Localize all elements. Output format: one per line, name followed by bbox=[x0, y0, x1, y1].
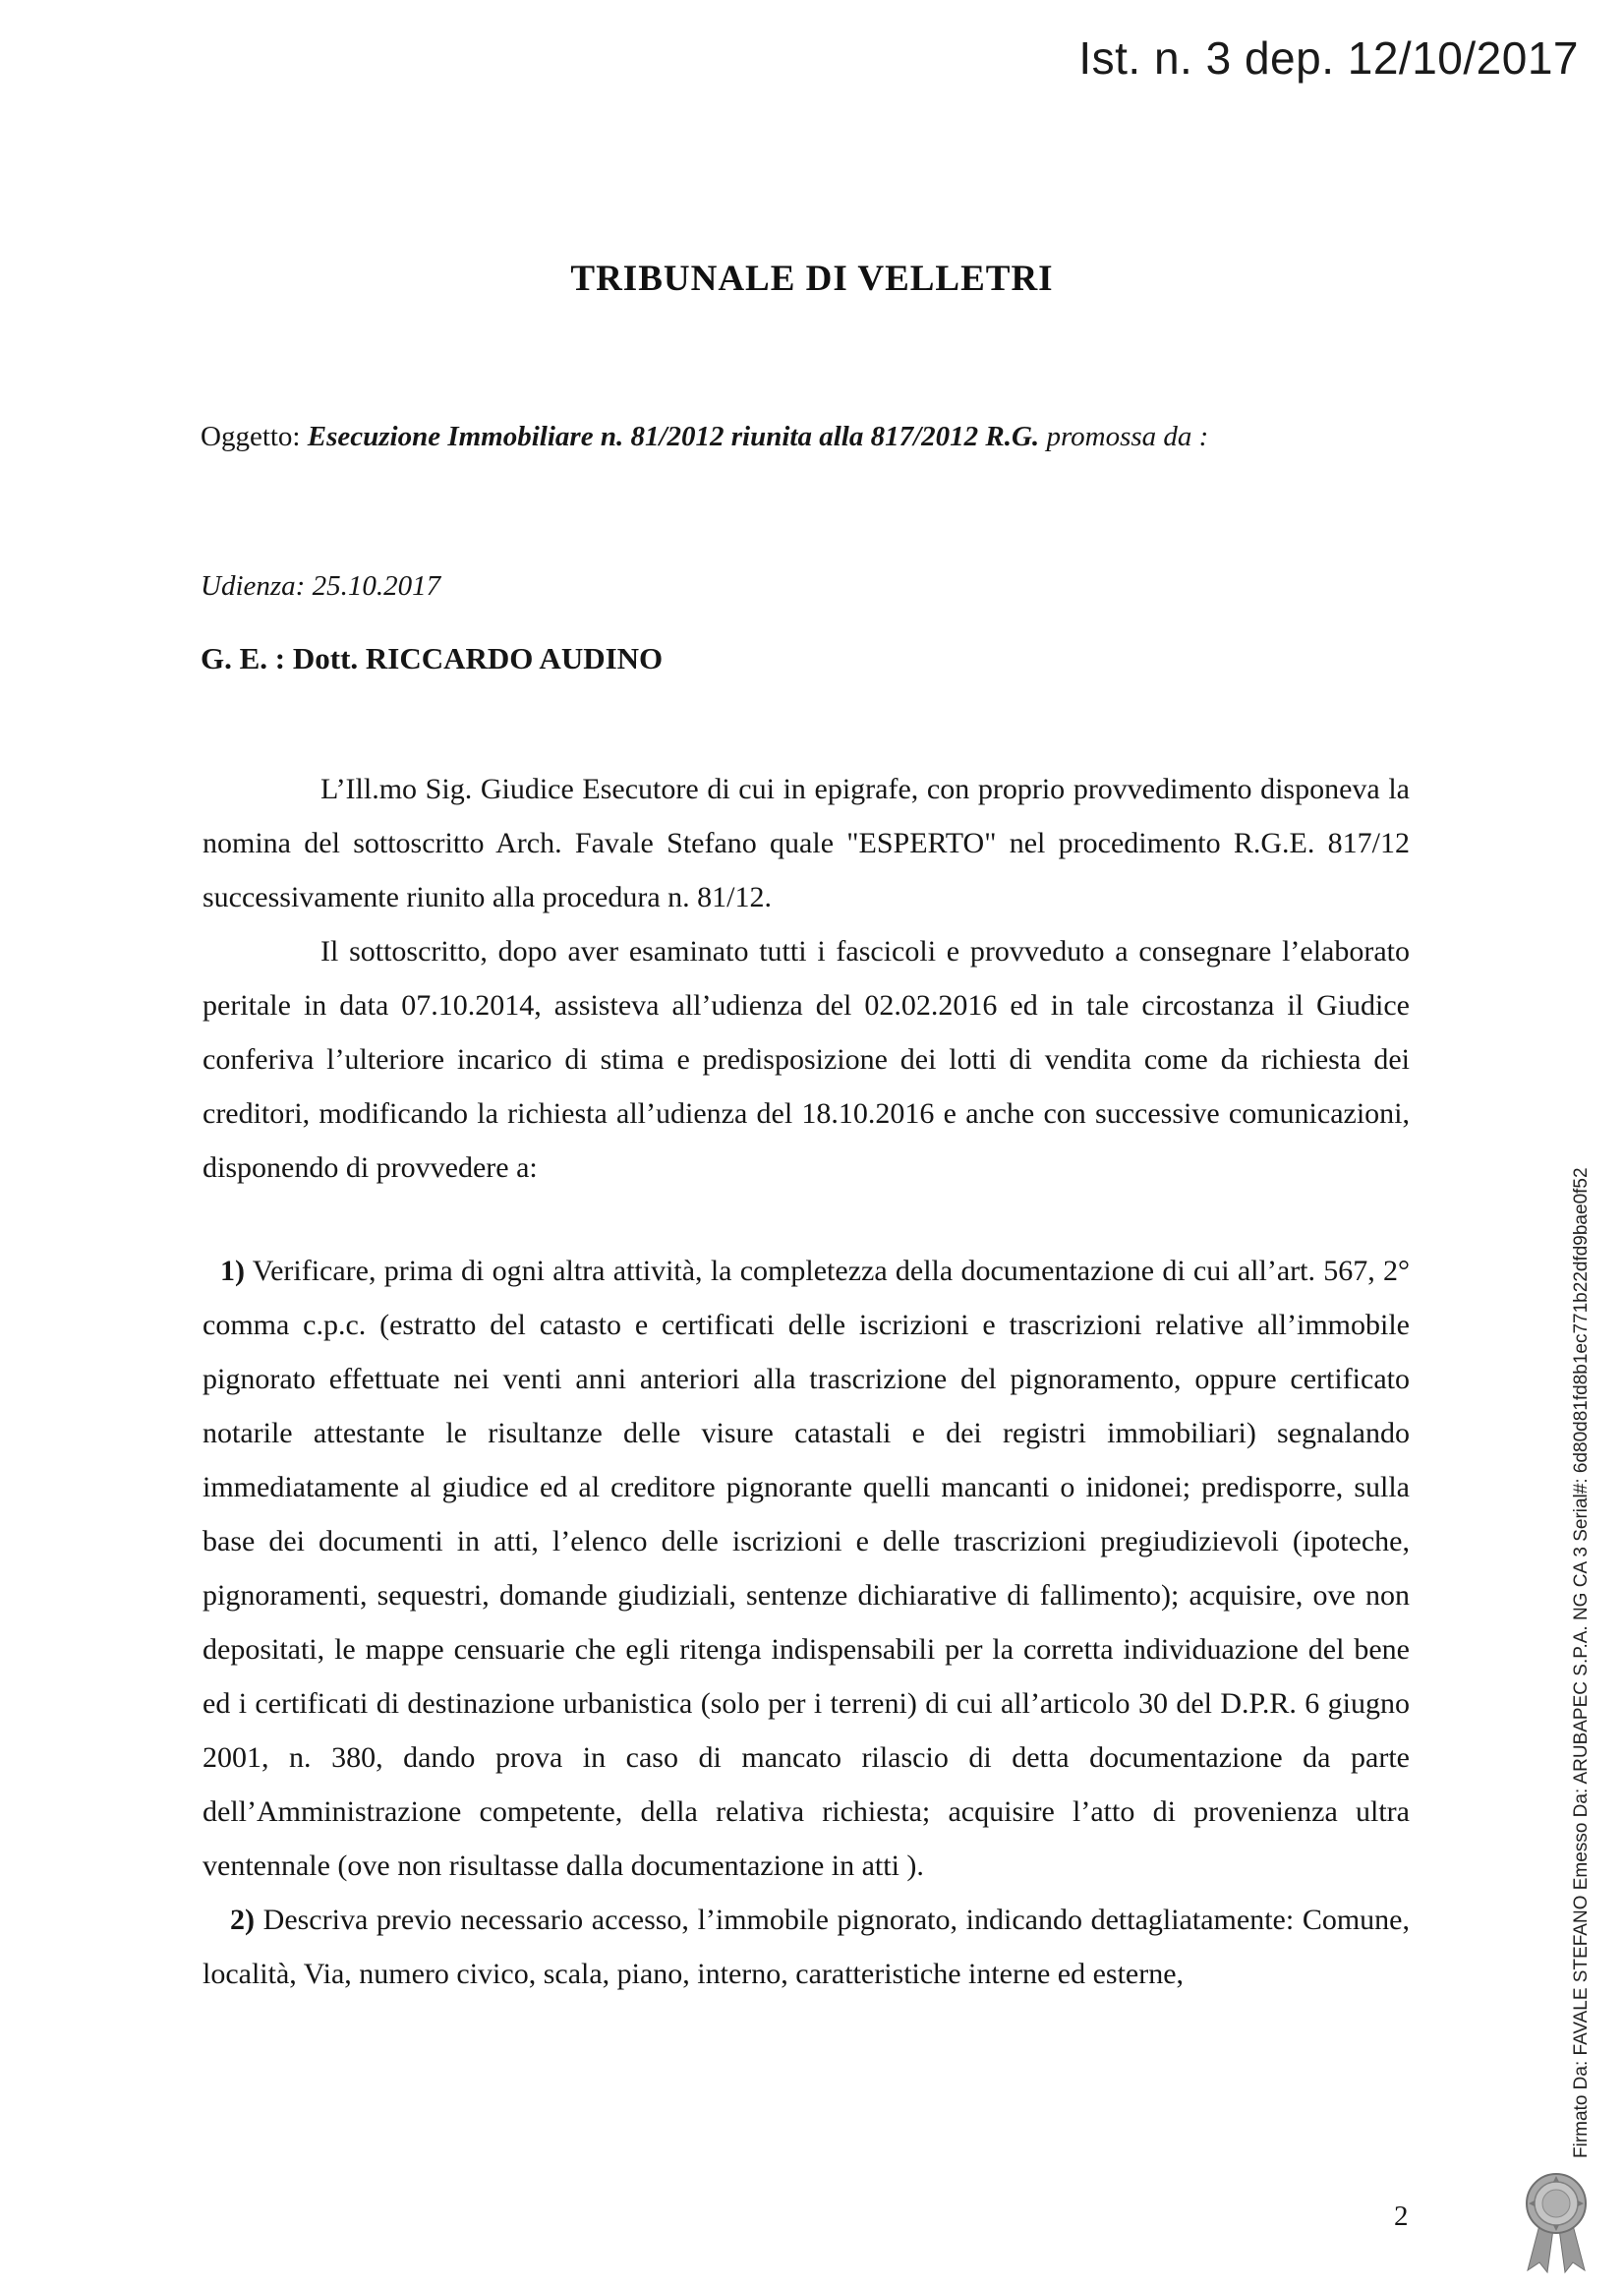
judge-name: G. E. : Dott. RICCARDO AUDINO bbox=[201, 641, 664, 675]
certificate-seal-icon bbox=[1520, 2168, 1593, 2274]
tasks-section bbox=[203, 1244, 1410, 2001]
task-number-2: 2) bbox=[230, 1904, 255, 1936]
task-text-1: Verificare, prima di ogni altra attività, la completezza della documentazione di cui all’art. 567, 2° comma c.p.c. (estratto del catasto e certificati delle iscrizioni e trascrizioni relative all’immobile pignorato effettuate nei venti anni anteriori alla trascrizione del pignoramento, oppure certificato notarile attestante le risultanze delle visure catastali e dei registri immobiliari) segnalando immediatamente al giudice ed al creditore pignorante quelli mancanti o inidonei; predisporre, sulla base dei documenti in atti, l’elenco delle iscrizioni e delle trascrizioni pregiudizievoli (ipoteche, pignoramenti, sequestri, domande giudiziali, sentenze dichiarative di fallimento); acquisire, ove non depositati, le mappe censuarie che egli ritenga indispensabili per la corretta individuazione del bene ed i certificati di destinazione urbanistica (solo per i terreni) di cui all’articolo 30 del D.P.R. 6 giugno 2001, n. 380, dando prova in caso di mancato rilascio di detta documentazione da parte dell’Amministrazione competente, della relativa richiesta; acquisire l’atto di provenienza ultra ventennale (ove non risultasse dalla documentazione in atti ). bbox=[203, 1255, 1410, 1882]
digital-signature-text: Firmato Da: FAVALE STEFANO Emesso Da: ARUBAPEC S.P.A. NG CA 3 Serial#: 6d80d81fd8b1ec771b22dfd9bae0f52 bbox=[1571, 1167, 1592, 2158]
page-number: 2 bbox=[1394, 2201, 1409, 2232]
task-item-1 bbox=[203, 1244, 1410, 1893]
intro-paragraph-1: L’Ill.mo Sig. Giudice Esecutore di cui in epigrafe, con proprio provvedimento disponeva la nomina del sottoscritto Arch. Favale Stefano quale "ESPERTO" nel procedimento R.G.E. 817/12 successivamente riunito alla procedura n. 81/12. bbox=[203, 773, 1410, 913]
court-title: TRIBUNALE DI VELLETRI bbox=[570, 259, 1054, 299]
task-number-1: 1) bbox=[220, 1255, 245, 1287]
subject-label: Oggetto: bbox=[201, 421, 308, 452]
intro-section bbox=[203, 762, 1410, 1195]
intro-paragraph-2: Il sottoscritto, dopo aver esaminato tutti i fascicoli e provveduto a consegnare l’elaborato peritale in data 07.10.2014, assisteva all’udienza del 02.02.2016 ed in tale circostanza il Giudice conferiva l’ulteriore incarico di stima e predisposizione dei lotti di vendita come da richiesta dei creditori, modificando la richiesta all’udienza del 18.10.2016 e anche con successive comunicazioni, disponendo di provvedere a: bbox=[203, 935, 1410, 1184]
hearing-date: Udienza: 25.10.2017 bbox=[201, 570, 441, 602]
task-text-2: Descriva previo necessario accesso, l’immobile pignorato, indicando dettagliatamente: Comune, località, Via, numero civico, scala, piano, interno, caratteristiche interne ed esterne, bbox=[203, 1904, 1411, 1990]
subject-case: Esecuzione Immobiliare n. 81/2012 riunita alla 817/2012 R.G. bbox=[307, 421, 1040, 452]
subject-line bbox=[201, 421, 1208, 453]
subject-suffix: promossa da : bbox=[1039, 421, 1209, 452]
deposit-stamp: Ist. n. 3 dep. 12/10/2017 bbox=[1078, 32, 1579, 84]
task-item-2 bbox=[203, 1893, 1410, 2001]
